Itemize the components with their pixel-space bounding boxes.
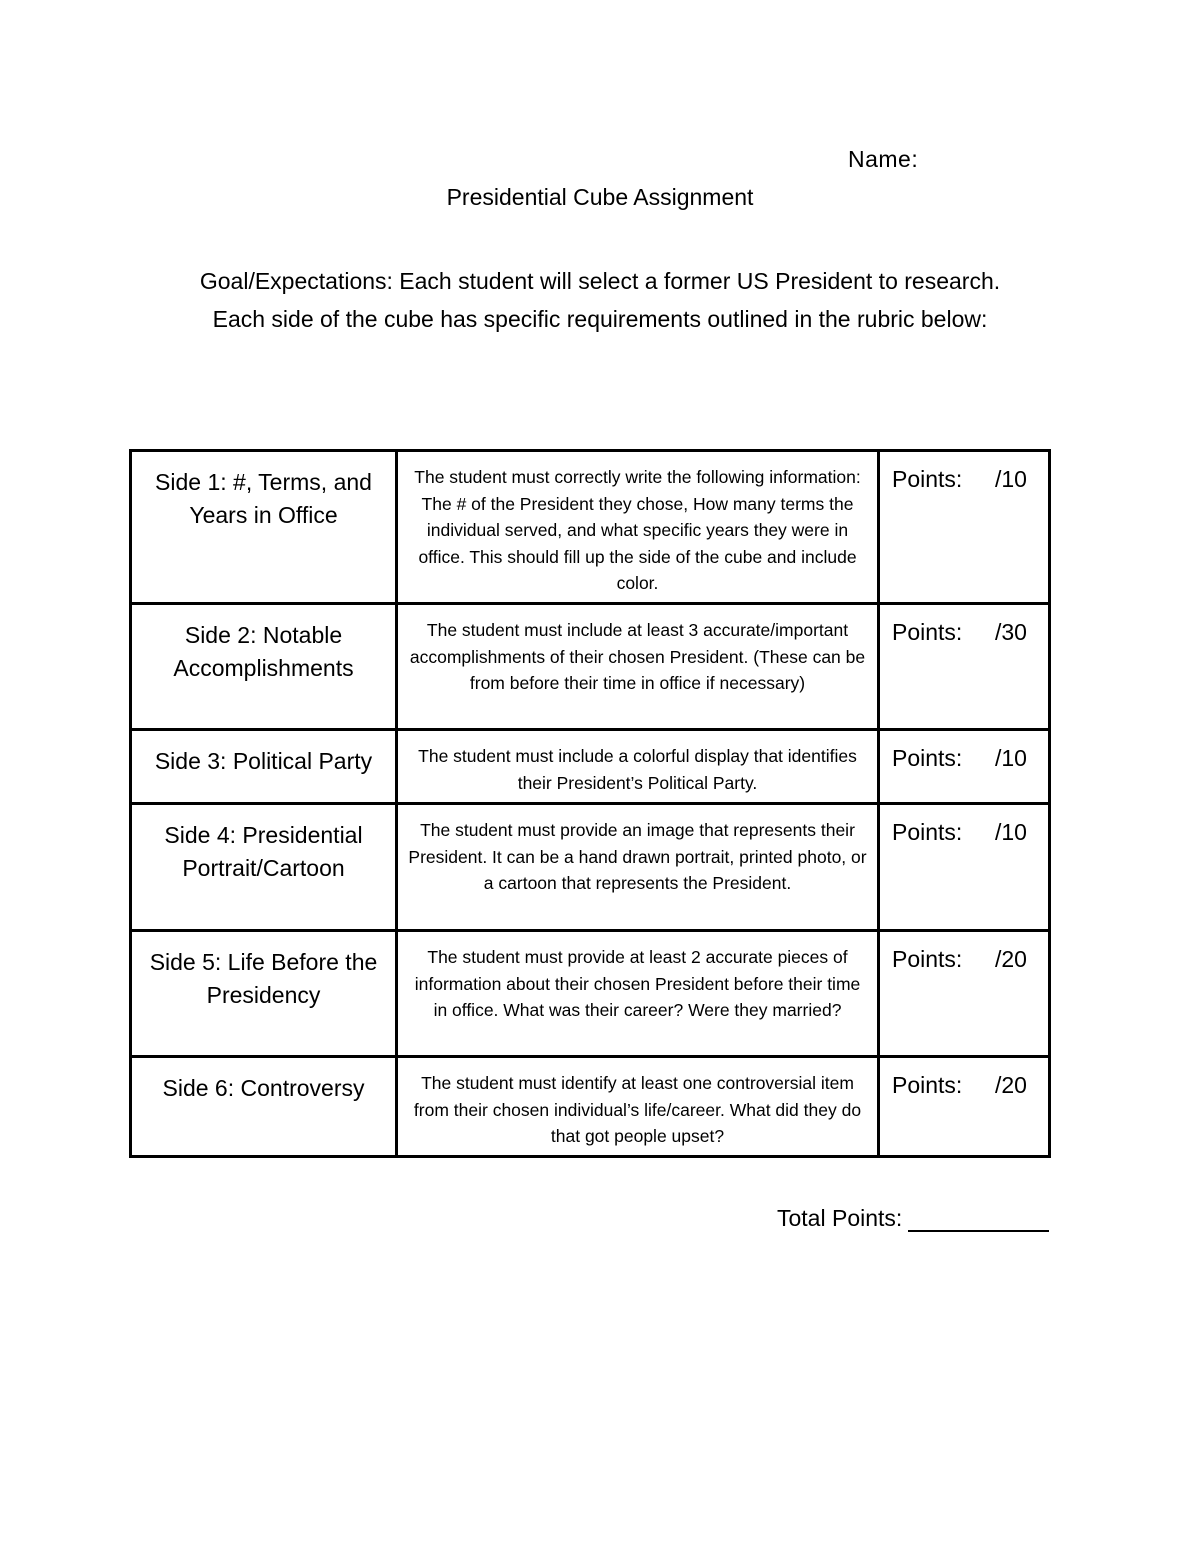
points-cell: [879, 804, 1050, 931]
rubric-table: [129, 449, 1051, 1158]
points-cell: [879, 730, 1050, 804]
points-cell: [879, 604, 1050, 730]
points-cell: [879, 451, 1050, 604]
side-label: Side 1: #, Terms, and Years in Office: [131, 451, 397, 604]
points-max: /20: [995, 946, 1027, 972]
total-points-blank: [908, 1206, 1049, 1232]
points-label: Points:: [892, 466, 963, 492]
goal-line-1: Goal/Expectations: Each student will select a former US President to research.: [199, 268, 1001, 294]
side-requirements: The student must include at least 3 accurate/important accomplishments of their chosen President. (These can be from before their time in office if necessary): [397, 604, 879, 730]
goal-expectations: [0, 262, 1200, 338]
total-points: [777, 1205, 1049, 1232]
points-max: /10: [995, 466, 1027, 492]
name-label: Name:: [848, 146, 919, 172]
side-label: Side 2: Notable Accomplishments: [131, 604, 397, 730]
points-max: /20: [995, 1072, 1027, 1098]
total-points-label: Total Points:: [777, 1205, 903, 1231]
table-row: [131, 730, 1050, 804]
points-max: /10: [995, 745, 1027, 771]
table-row: [131, 931, 1050, 1057]
points-label: Points:: [892, 1072, 963, 1098]
points-max: /10: [995, 819, 1027, 845]
table-row: [131, 1057, 1050, 1157]
goal-line-2: Each side of the cube has specific requirements outlined in the rubric below:: [212, 306, 988, 332]
points-label: Points:: [892, 946, 963, 972]
side-requirements: The student must correctly write the following information: The # of the President they chose, How many terms the individual served, and what specific years they were in office. This should fill up the side of the cube and include color.: [397, 451, 879, 604]
side-requirements: The student must include a colorful display that identifies their President’s Political Party.: [397, 730, 879, 804]
points-label: Points:: [892, 619, 963, 645]
points-cell: [879, 931, 1050, 1057]
side-label: Side 5: Life Before the Presidency: [131, 931, 397, 1057]
side-requirements: The student must provide at least 2 accurate pieces of information about their chosen President before their time in office. What was their career? Were they married?: [397, 931, 879, 1057]
side-label: Side 6: Controversy: [131, 1057, 397, 1157]
points-max: /30: [995, 619, 1027, 645]
table-row: [131, 804, 1050, 931]
points-label: Points:: [892, 745, 963, 771]
table-row: [131, 604, 1050, 730]
side-requirements: The student must provide an image that represents their President. It can be a hand drawn portrait, printed photo, or a cartoon that represents the President.: [397, 804, 879, 931]
table-row: [131, 451, 1050, 604]
points-cell: [879, 1057, 1050, 1157]
page-title: Presidential Cube Assignment: [446, 184, 754, 210]
side-label: Side 3: Political Party: [131, 730, 397, 804]
side-label: Side 4: Presidential Portrait/Cartoon: [131, 804, 397, 931]
side-requirements: The student must identify at least one controversial item from their chosen individual’s life/career. What did they do that got people upset?: [397, 1057, 879, 1157]
points-label: Points:: [892, 819, 963, 845]
